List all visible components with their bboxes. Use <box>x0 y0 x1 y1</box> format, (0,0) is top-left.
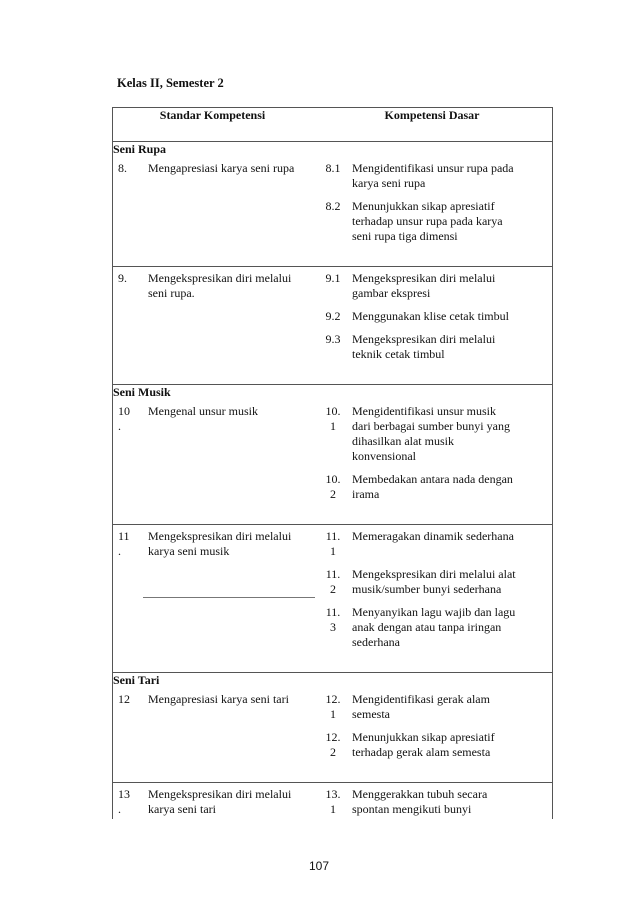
basic-competency-number: 8.2 <box>325 199 341 213</box>
competency-table <box>112 107 553 819</box>
standard-competency-cell <box>113 783 313 820</box>
basic-competency-cell <box>312 157 553 267</box>
standard-number: 12 <box>118 692 130 706</box>
list-item <box>320 472 548 502</box>
list-item <box>320 567 548 597</box>
basic-competency-cell <box>312 267 553 385</box>
table-row <box>113 400 553 525</box>
basic-competency-text: Memeragakan dinamik sederhana <box>352 529 514 543</box>
basic-competency-text: Menggerakkan tubuh secara spontan mengikuti bunyi <box>352 787 488 816</box>
section-title: Seni Rupa <box>113 142 553 158</box>
standard-text: Mengapresiasi karya seni tari <box>148 692 289 706</box>
basic-competency-text: Mengekspresikan diri melalui teknik cetak timbul <box>352 332 496 361</box>
page-heading: Kelas II, Semester 2 <box>117 76 224 90</box>
basic-competency-cell <box>312 525 553 673</box>
list-item <box>320 692 548 722</box>
basic-competency-number: 13. 1 <box>325 787 341 816</box>
section-row <box>113 385 553 401</box>
standard-text: Mengekspresikan diri melalui seni rupa. <box>148 271 292 300</box>
list-item <box>320 332 548 362</box>
list-item <box>320 199 548 244</box>
standard-competency-cell <box>113 525 313 673</box>
basic-competency-text: Membedakan antara nada dengan irama <box>352 472 513 501</box>
basic-competency-number: 11. 3 <box>325 605 341 634</box>
standard-text: Mengapresiasi karya seni rupa <box>148 161 295 175</box>
list-item <box>320 309 548 324</box>
list-item <box>320 404 548 464</box>
table-row <box>113 783 553 820</box>
section-row <box>113 673 553 689</box>
basic-competency-number: 11. 1 <box>325 529 341 558</box>
table-row <box>113 267 553 385</box>
basic-competency-text: Mengidentifikasi unsur musik dari berbagai sumber bunyi yang dihasilkan alat musik konvensional <box>352 404 510 463</box>
basic-competency-number: 9.2 <box>325 309 341 323</box>
basic-competency-number: 12. 2 <box>325 730 341 759</box>
page-number: 107 <box>308 859 330 873</box>
basic-competency-text: Mengidentifikasi gerak alam semesta <box>352 692 490 721</box>
basic-competency-number: 12. 1 <box>325 692 341 721</box>
basic-competency-number: 9.1 <box>325 271 341 285</box>
section-title: Seni Musik <box>113 385 553 401</box>
list-item <box>320 730 548 760</box>
column-header-sk: Standar Kompetensi <box>113 108 313 142</box>
standard-competency-cell <box>113 688 313 783</box>
basic-competency-cell <box>312 688 553 783</box>
standard-competency-cell <box>113 267 313 385</box>
table-row <box>113 525 553 673</box>
basic-competency-text: Menunjukkan sikap apresiatif terhadap unsur rupa pada karya seni rupa tiga dimensi <box>352 199 503 243</box>
basic-competency-cell <box>312 400 553 525</box>
standard-number: 11 . <box>118 529 130 558</box>
competency-table-body <box>113 108 553 820</box>
standard-number: 13 . <box>118 787 130 816</box>
basic-competency-text: Mengekspresikan diri melalui alat musik/sumber bunyi sederhana <box>352 567 516 596</box>
basic-competency-text: Menggunakan klise cetak timbul <box>352 309 509 323</box>
list-item <box>320 605 548 650</box>
standard-competency-cell <box>113 400 313 525</box>
list-item <box>320 787 548 817</box>
basic-competency-number: 9.3 <box>325 332 341 346</box>
standard-text: Mengekspresikan diri melalui karya seni musik <box>148 529 292 558</box>
column-header-kd: Kompetensi Dasar <box>312 108 553 142</box>
list-item <box>320 529 548 559</box>
list-item <box>320 271 548 301</box>
section-row <box>113 142 553 158</box>
table-row <box>113 688 553 783</box>
standard-competency-cell <box>113 157 313 267</box>
basic-competency-number: 10. 1 <box>325 404 341 433</box>
divider-line <box>143 597 315 598</box>
basic-competency-cell <box>312 783 553 820</box>
basic-competency-text: Mengidentifikasi unsur rupa pada karya seni rupa <box>352 161 514 190</box>
basic-competency-number: 10. 2 <box>325 472 341 501</box>
section-title: Seni Tari <box>113 673 553 689</box>
basic-competency-text: Mengekspresikan diri melalui gambar ekspresi <box>352 271 496 300</box>
competency-table-wrap <box>112 107 553 819</box>
basic-competency-text: Menyanyikan lagu wajib dan lagu anak dengan atau tanpa iringan sederhana <box>352 605 516 649</box>
standard-number: 9. <box>118 271 127 285</box>
standard-number: 10 . <box>118 404 130 433</box>
standard-text: Mengekspresikan diri melalui karya seni tari <box>148 787 292 816</box>
table-row <box>113 157 553 267</box>
basic-competency-number: 8.1 <box>325 161 341 175</box>
list-item <box>320 161 548 191</box>
table-header-row <box>113 108 553 142</box>
standard-text: Mengenal unsur musik <box>148 404 258 418</box>
basic-competency-number: 11. 2 <box>325 567 341 596</box>
basic-competency-text: Menunjukkan sikap apresiatif terhadap gerak alam semesta <box>352 730 495 759</box>
standard-number: 8. <box>118 161 127 175</box>
